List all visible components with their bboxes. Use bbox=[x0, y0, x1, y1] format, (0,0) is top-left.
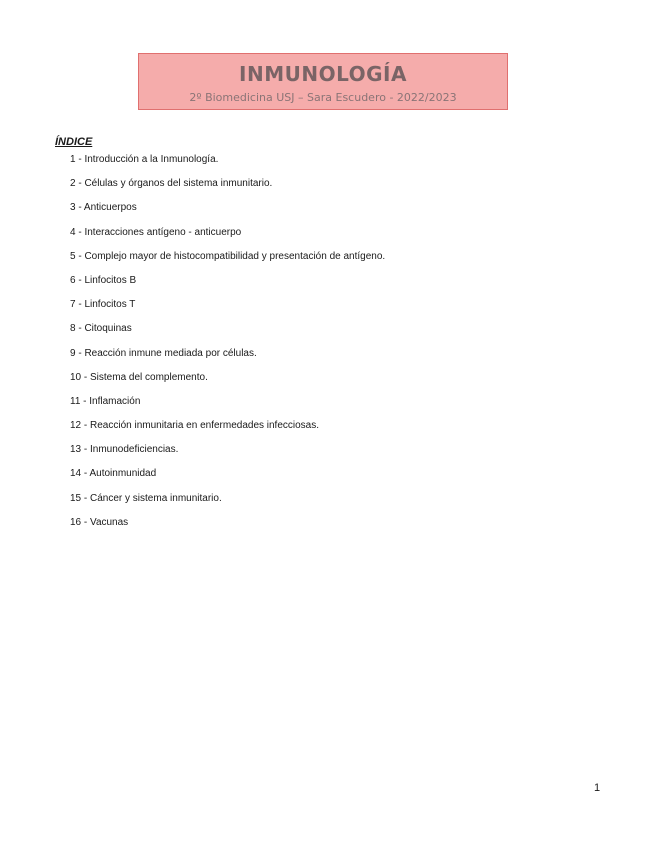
toc-item: 8 - Citoquinas bbox=[70, 323, 132, 335]
toc-item: 5 - Complejo mayor de histocompatibilidad y presentación de antígeno. bbox=[70, 250, 386, 262]
page-number: 1 bbox=[594, 782, 601, 794]
toc-item: 14 - Autoinmunidad bbox=[70, 468, 157, 480]
title-box bbox=[138, 53, 508, 110]
toc-item: 10 - Sistema del complemento. bbox=[70, 371, 208, 383]
index-heading: ÍNDICE bbox=[55, 136, 93, 148]
toc-item: 12 - Reacción inmunitaria en enfermedades infecciosas. bbox=[70, 420, 320, 432]
toc-item: 3 - Anticuerpos bbox=[70, 202, 137, 214]
toc-item: 6 - Linfocitos B bbox=[70, 274, 137, 286]
document-title: INMUNOLOGÍA bbox=[239, 62, 407, 86]
toc-item: 15 - Cáncer y sistema inmunitario. bbox=[70, 492, 222, 504]
toc-item: 13 - Inmunodeficiencias. bbox=[70, 444, 179, 456]
toc-item: 7 - Linfocitos T bbox=[70, 299, 136, 311]
document-subtitle: 2º Biomedicina USJ – Sara Escudero - 2022/2023 bbox=[189, 91, 457, 104]
toc-item: 2 - Células y órganos del sistema inmunitario. bbox=[70, 178, 273, 190]
toc-item: 9 - Reacción inmune mediada por células. bbox=[70, 347, 257, 359]
toc-item: 16 - Vacunas bbox=[70, 516, 129, 528]
toc-item: 4 - Interacciones antígeno - anticuerpo bbox=[70, 226, 242, 238]
toc-item: 11 - Inflamación bbox=[70, 395, 141, 407]
table-of-contents bbox=[70, 153, 385, 540]
toc-item: 1 - Introducción a la Inmunología. bbox=[70, 154, 219, 165]
